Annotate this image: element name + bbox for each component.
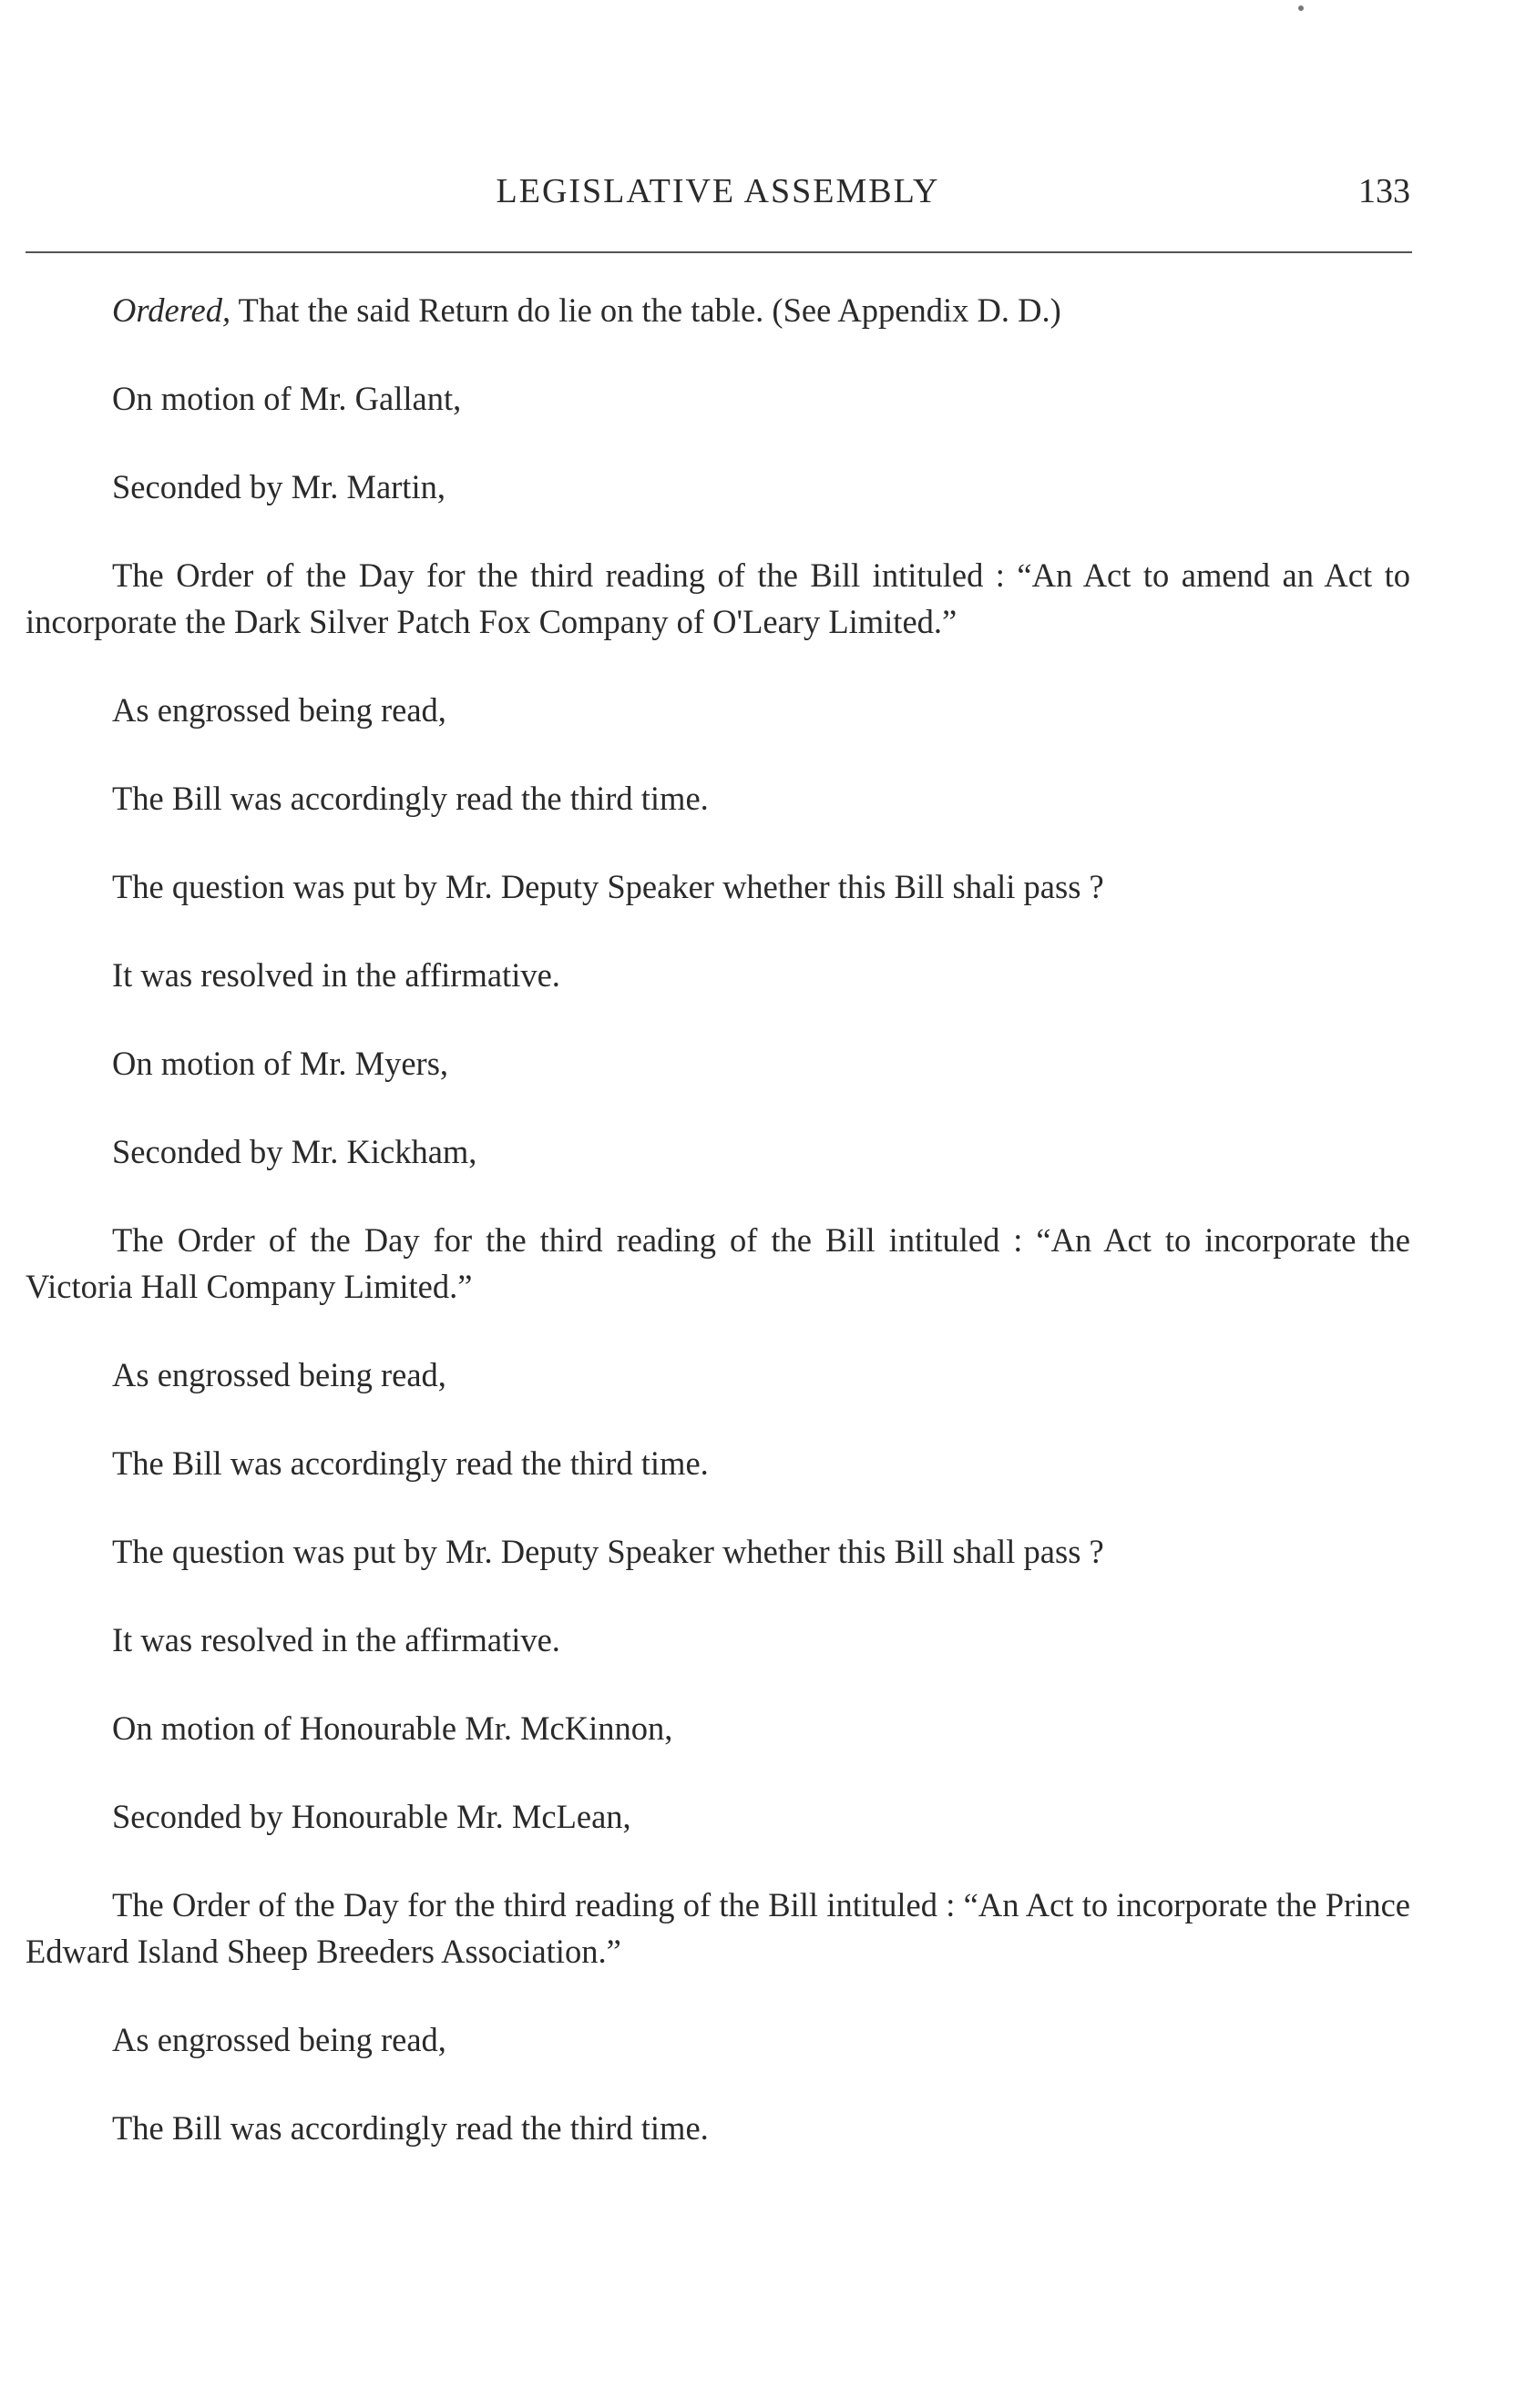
paragraph-engrossed: As engrossed being read, [112, 2021, 446, 2058]
ordered-text: That the said Return do lie on the table. (See Appendix D. D.) [230, 291, 1061, 329]
paragraph-motion: On motion of Mr. Gallant, [112, 380, 462, 417]
header-rule [26, 251, 1412, 253]
paragraph-order-of-day: The Order of the Day for the third reading of the Bill intituled : “An Act to amend an Act to incorporate the Dark Silver Patch Fox Company of O'Leary Limited.” [26, 556, 1410, 640]
paragraph-seconded: Seconded by Honourable Mr. McLean, [112, 1798, 631, 1835]
paragraph-resolved: It was resolved in the affirmative. [112, 956, 560, 994]
paragraph-question: The question was put by Mr. Deputy Speaker whether this Bill shall pass ? [112, 1533, 1104, 1570]
paragraph-order-of-day: The Order of the Day for the third reading of the Bill intituled : “An Act to incorporate the Prince Edward Island Sheep Breeders Association.” [26, 1886, 1410, 1970]
ordered-lead: Ordered, [112, 291, 231, 329]
paragraph-motion: On motion of Honourable Mr. McKinnon, [112, 1709, 673, 1747]
paragraph-engrossed: As engrossed being read, [112, 691, 446, 729]
running-title: LEGISLATIVE ASSEMBLY [496, 172, 940, 210]
running-head [26, 171, 1410, 217]
paragraph-resolved: It was resolved in the affirmative. [112, 1621, 560, 1658]
paragraph-read-third: The Bill was accordingly read the third time. [112, 780, 709, 817]
paragraph-seconded: Seconded by Mr. Kickham, [112, 1133, 477, 1170]
paragraph-read-third: The Bill was accordingly read the third time. [112, 1444, 709, 1482]
paragraph-engrossed: As engrossed being read, [112, 1356, 446, 1393]
print-speck [1298, 5, 1304, 11]
paragraph-seconded: Seconded by Mr. Martin, [112, 468, 445, 505]
paragraph-read-third: The Bill was accordingly read the third time. [112, 2109, 709, 2147]
body-text [26, 287, 1410, 2193]
page-number: 133 [1358, 172, 1410, 210]
paragraph-order-of-day: The Order of the Day for the third reading of the Bill intituled : “An Act to incorporate the Victoria Hall Company Limited.” [26, 1221, 1410, 1305]
paragraph-question: The question was put by Mr. Deputy Speaker whether this Bill shali pass ? [112, 868, 1104, 905]
paragraph-ordered [26, 287, 1410, 333]
paragraph-motion: On motion of Mr. Myers, [112, 1045, 449, 1082]
